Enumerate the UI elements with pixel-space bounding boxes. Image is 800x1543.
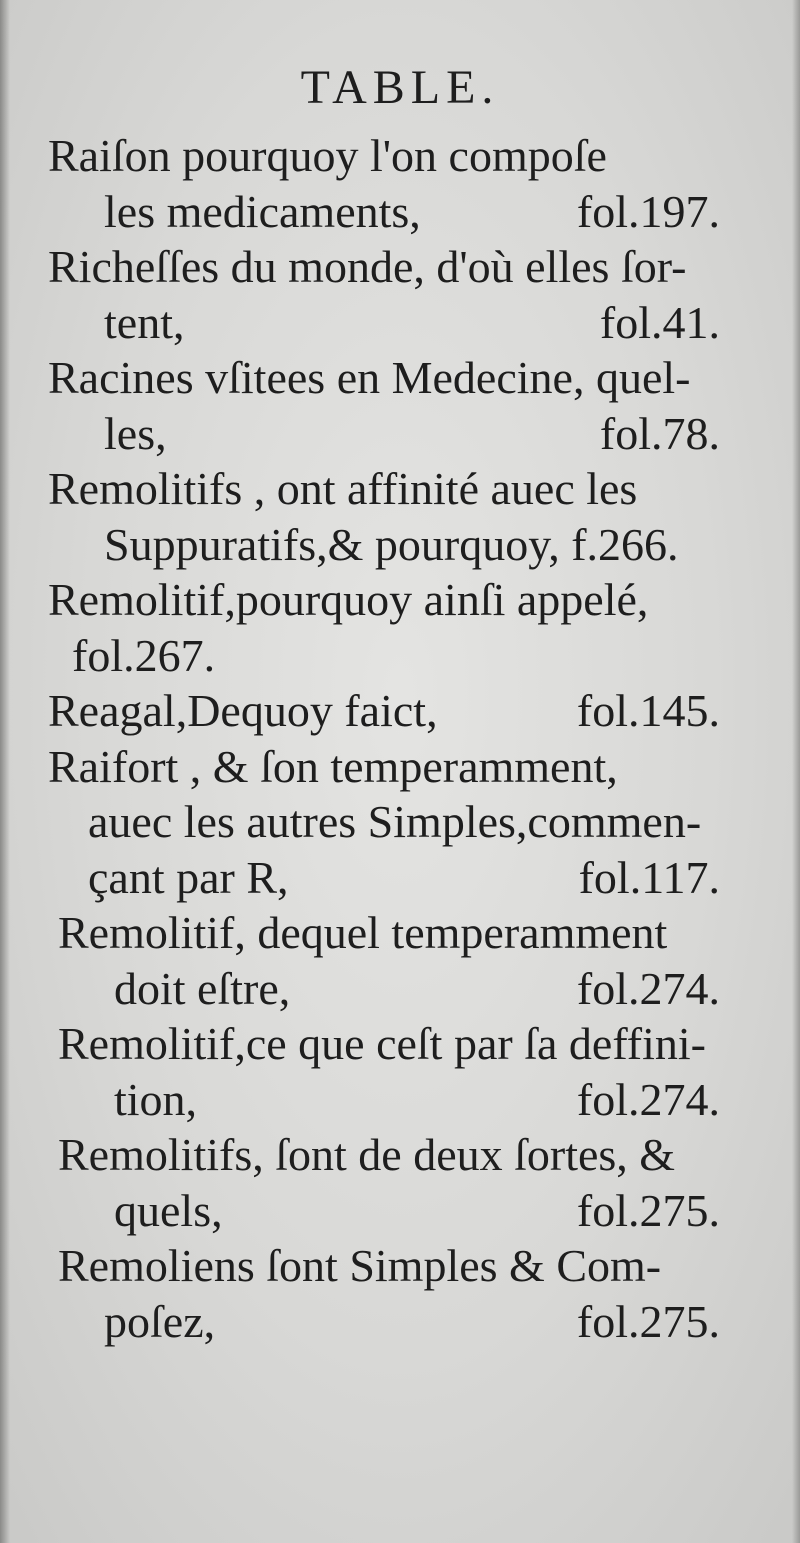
entry-text: Remolitifs , ont affinité auec les [48,463,638,514]
folio-reference: fol.274. [576,1073,720,1125]
folio-reference: fol.41. [599,296,720,348]
folio-reference: fol.197. [576,185,720,237]
entry-text: Raifort , & ſon temperamment, [48,740,618,792]
entry-continuation: tion, [114,1073,198,1125]
entry-text: Remolitif,ce que ceſt par ſa deffini- [58,1018,706,1069]
index-entry [48,1127,720,1238]
index-entry [48,128,720,239]
page-edge-right [792,0,800,1543]
entry-first-line [48,683,720,739]
index-entry [48,1016,720,1127]
page-edge-left [0,0,10,1543]
entry-continuation: les medicaments, [104,185,421,237]
entry-first-line [48,1238,720,1294]
entry-second-line [48,1072,720,1128]
folio-reference: fol.275. [576,1295,720,1347]
entry-continuation: quels, [114,1184,223,1236]
entry-continuation: auec les autres Simples,commen- [88,796,702,847]
entry-second-line [48,406,720,462]
entry-second-line [48,184,720,240]
entry-continuation: doit eſtre, [114,962,291,1014]
entry-continuation: tent, [104,296,185,348]
index-entry [48,572,720,683]
entry-third-line [48,850,720,906]
folio-reference: fol.117. [578,851,720,903]
entry-second-line [48,628,720,684]
index-entry [48,739,720,906]
entry-text: Remolitif,pourquoy ainſi appelé, [48,574,649,625]
entry-second-line [48,517,720,573]
entry-first-line [48,239,720,295]
entry-first-line [48,1127,720,1183]
entry-first-line [48,572,720,628]
entry-second-line [48,1294,720,1350]
folio-reference: fol.145. [576,685,720,736]
entry-continuation: les, [104,407,167,459]
entry-text: Richeſſes du monde, d'où elles ſor- [48,241,687,292]
entry-continuation: poſez, [104,1295,216,1347]
index-entry [48,683,720,739]
entry-continuation: fol.267. [72,629,216,681]
entry-first-line [48,739,720,795]
entry-text: Raiſon pourquoy l'on compoſe [48,130,607,181]
entry-continuation: Suppuratifs,& pourquoy, f.266. [104,518,679,570]
entry-second-line [48,1183,720,1239]
entry-continuation: çant par R, [88,851,289,903]
entry-text: Reagal,Dequoy faict, [48,685,438,736]
index-entry [48,350,720,461]
folio-reference: fol.274. [576,962,720,1014]
index-entries [48,128,720,1349]
entry-second-line [48,295,720,351]
index-entry [48,239,720,350]
entry-second-line [48,961,720,1017]
page-heading: TABLE. [300,61,500,114]
folio-reference: fol.78. [599,407,720,459]
index-entry [48,461,720,572]
entry-first-line [48,461,720,517]
index-entry [48,1238,720,1349]
entry-text: Remoliens ſont Simples & Com- [58,1240,662,1291]
index-entry [48,905,720,1016]
entry-text: Remolitifs, ſont de deux ſortes, & [58,1129,676,1180]
entry-text: Racines vſitees en Medecine, quel- [48,352,691,403]
entry-second-line [48,794,720,850]
entry-first-line [48,350,720,406]
entry-text: Remolitif, dequel temperamment [58,907,668,958]
folio-reference: fol.275. [576,1184,720,1236]
entry-first-line [48,128,720,184]
entry-first-line [48,905,720,961]
entry-first-line [48,1016,720,1072]
